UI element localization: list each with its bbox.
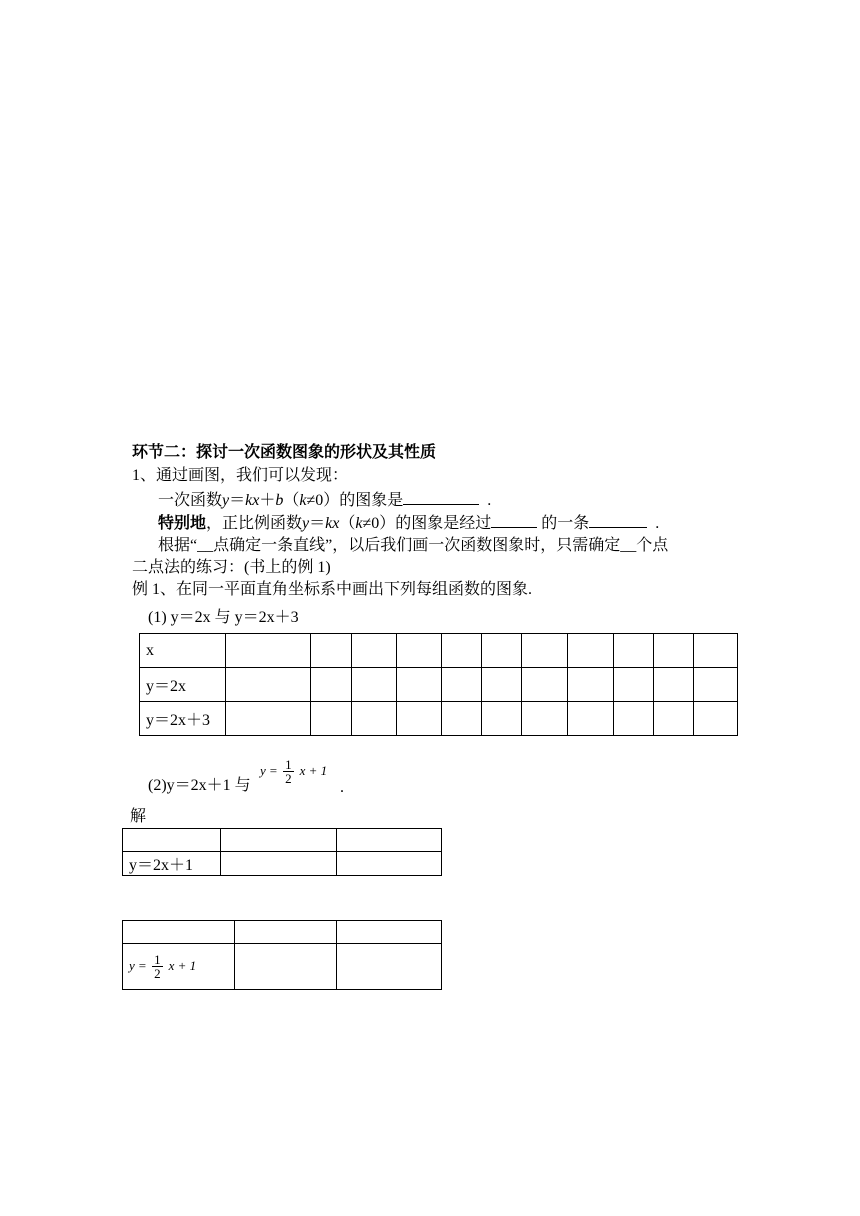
table-row: [140, 668, 738, 702]
period: .: [340, 779, 344, 796]
answer-blank: [491, 513, 537, 528]
table-row: [123, 829, 442, 852]
row-label: x: [140, 634, 226, 668]
fraction-expression: y = $\frac{1}{2}$ x + 1: [260, 757, 328, 786]
example-1: 例 1、在同一平面直角坐标系中画出下列每组函数的图象.: [132, 581, 533, 598]
statement-linear-function: 一次函数y＝kx＋b（k≠0）的图象是 .: [158, 492, 492, 509]
part-1-label: (1) y＝2x 与 y＝2x＋3: [148, 609, 299, 626]
table-row: [140, 702, 738, 736]
value-table-3: [122, 920, 442, 990]
row-label: y＝2x＋3: [140, 702, 226, 736]
two-point-practice: 二点法的练习：(书上的例 1): [132, 559, 331, 576]
part-2-label: (2)y＝2x＋1 与: [148, 777, 251, 794]
row-label: y＝2x＋1: [123, 852, 221, 876]
item-1: 1、通过画图，我们可以发现：: [132, 467, 349, 484]
value-table-2: [122, 828, 442, 876]
solution-label: 解: [130, 808, 147, 825]
section-heading: 环节二：探讨一次函数图象的形状及其性质: [132, 444, 437, 461]
statement-proportional-function: 特别地，正比例函数y＝kx（k≠0）的图象是经过 的一条 .: [158, 515, 660, 532]
table-row: [123, 944, 442, 990]
statement-two-points: 根据“__点确定一条直线”，以后我们画一次函数图象时，只需确定__个点: [158, 537, 669, 554]
table-row: [123, 921, 442, 944]
table-row: [123, 852, 442, 876]
value-table-1: [139, 633, 738, 736]
row-label: y＝2x: [140, 668, 226, 702]
answer-blank: [403, 490, 479, 505]
row-label: y = $\frac{1}{2}$ x + 1: [123, 944, 235, 990]
answer-blank: [589, 513, 647, 528]
table-row: [140, 634, 738, 668]
